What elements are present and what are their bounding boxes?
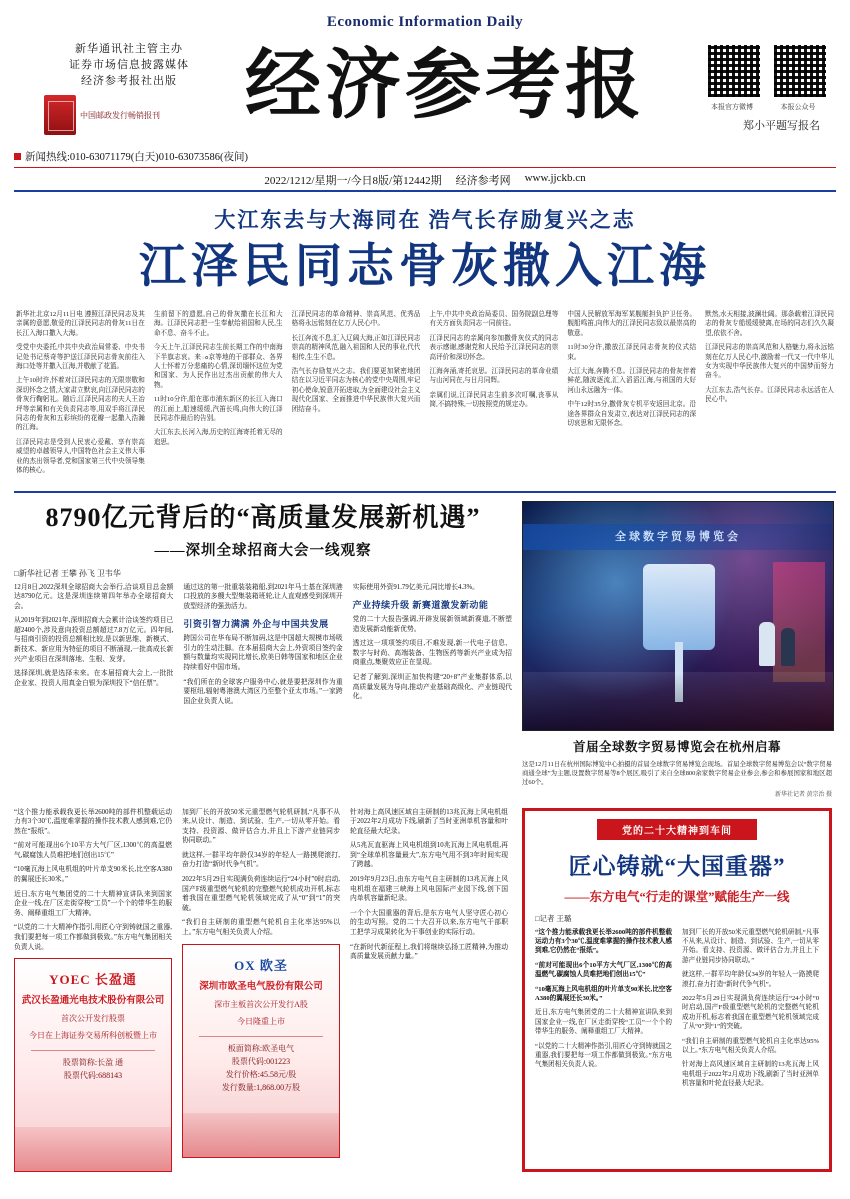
page-title: 经济参考报: [245, 44, 645, 128]
lead-paragraph: 江泽民同志的亲属向参加撒骨灰仪式的同志表示感谢,感谢党和人民给予江泽民同志的崇高评价和深切怀念。: [429, 334, 559, 361]
lead-column: [16, 310, 145, 481]
lead-paragraph: 亲属们说,江泽民同志生前多次叮嘱,丧事从简,不搞特殊,一切按照党的规定办。: [429, 391, 559, 409]
lead-column: [567, 310, 696, 481]
lead-paragraph: 江泽民同志的革命精神、崇高风范、优秀品格将永远铭刻在亿万人民心中。: [291, 311, 421, 328]
mid-paragraph: 跨国公司在华布局不断加码,这是中国超大规模市场吸引力的生动注脚。在本届招商大会上,外资项目签约金额与数量均实现同比增长,欧美日韩等国家和地区企业持续看好中国市场。: [183, 635, 343, 672]
photo-credit: 新华社记者 黄宗治 摄: [774, 791, 832, 798]
mid-column: [14, 583, 173, 712]
mid-paragraph: 实际使用外资91.79亿美元,同比增长4.3%。: [352, 583, 479, 591]
qr-caption: 本报公众号: [780, 103, 816, 111]
ad-line-1: 首次公开发行股票: [61, 1014, 125, 1024]
lead-paragraph: 上午,中共中央政治局委员、国务院副总理等有关方面负责同志一同前往。: [429, 311, 559, 328]
bottom-paragraph: 一个个大国重器的背后,是东方电气人坚守匠心初心的生动写照。党的二十大召开以来,东方电气干部职工把学习成果转化为干事创业的实际行动。: [350, 909, 508, 937]
lead-paragraph: 新华社北京12月11日电 遵照江泽民同志及其亲属的意愿,敬爱的江泽民同志的骨灰11日在长江入海口撒入大海。: [16, 311, 145, 337]
feature-paragraph: “这个推力能承载我更长举2600吨的部件机整载运动力有3个30℃,温度难掌握的操作技术教人感到难,它仍然在“报纸”。: [535, 928, 672, 955]
lead-paragraph: 江泽民同志的崇高风范和人格魅力,将永远铭刻在亿万人民心中,激励着一代又一代中华儿女为实现中华民族伟大复兴的中国梦而努力奋斗。: [705, 344, 834, 380]
photo-note: 这是12月11日在杭州国际博览中心拍摄的首届全球数字贸易博览会现场。首届全球数字贸易博览会以“数字贸易 商通全球”为主题,设置数字贸易等8个展区,吸引了来自全球800余家数字贸易企业参会,参会和参展国家和地区超过60个。: [522, 760, 832, 786]
bottom-paragraph: “在新时代新征程上,我们将继续弘扬工匠精神,为推动高质量发展贡献力量。”: [350, 943, 508, 961]
middle-section: [14, 493, 836, 798]
ad-line-2: 今日隆重上市: [237, 1016, 285, 1026]
mid-column: [353, 583, 512, 712]
mid-headline-block: [14, 501, 512, 560]
lead-paragraph: 长江奔流不息,汇入辽阔大海,正如江泽民同志崇高的精神风范,融入祖国和人民的事业,代代相传,生生不息。: [291, 334, 421, 361]
ad-stock-info: [31, 1050, 155, 1082]
bottom-paragraph: 就这样,一群平均年龄仅34岁的年轻人一路摸爬滚打,奋力打造“新时代争气机”。: [182, 851, 340, 869]
lead-paragraph: 今天上午,江泽民同志生前长期工作的中南海下半旗志哀。来ం京等地的干部群众、各界人士怀着万分悲痛的心情,深切缅怀这位为党和国家、为人民作出过杰出贡献的伟大人物。: [153, 344, 283, 389]
qr-code-icon: [772, 43, 828, 99]
lead-paragraph: 大江东去,长河入海,历史的江海寄托着无尽的追思。: [153, 429, 283, 446]
visitor-figure: [781, 628, 795, 666]
feature-paragraph: 就这样,一群平均年龄仅34岁的年轻人一路摸爬滚打,奋力打造“新时代争气机”。: [682, 971, 819, 988]
bottom-paragraph: 加到厂长的开放50米元重型燃气轮机研制,“凡事不从来,从设计、制造、到试验、生产,一切从零开始。看支持、投资源、做评估合力,并且上下游产业链同步协同联动。”: [182, 808, 340, 845]
ad-logo-label: OX 欧圣: [234, 957, 288, 973]
qr-wechat[interactable]: [772, 43, 824, 112]
feature-columns: [535, 928, 819, 1094]
site-url[interactable]: www.jjckb.cn: [524, 172, 586, 184]
expo-photo: [522, 501, 834, 731]
ad-issue-volume: 发行数量:1,868.00万股: [221, 1082, 301, 1092]
sponsor-line-2: 证券市场信息披露媒体: [69, 59, 189, 71]
lead-paragraph: 浩气长存励复兴之志。我们要更加紧密地团结在以习近平同志为核心的党中央周围,牢记初心使命,锐意开拓进取,为全面建设社会主义现代化国家、全面推进中华民族伟大复兴而团结奋斗。: [291, 368, 421, 413]
feature-column: [682, 928, 819, 1094]
site-name: 经济参考网: [455, 175, 511, 187]
lead-paragraph: 上午10时许,怀着对江泽民同志的无限崇敬和深切怀念之情,大家肃立默哀,向江泽民同志的骨灰行鞠躬礼。随后,江泽民同志的夫人王冶坪等亲属和有关负责同志等,用双手将江泽民同志的骨灰和五彩缤纷的花瓣一起撒入浩瀚的江海。: [16, 377, 145, 432]
ad-changyingtong[interactable]: [14, 958, 172, 1172]
bottom-column: [350, 808, 508, 1173]
ad-company: 武汉长盈通光电技术股份有限公司: [21, 996, 165, 1007]
hotline-row: [14, 149, 836, 168]
ad-logo-label: YOEC 长盈通: [49, 972, 137, 988]
lead-column: [705, 310, 834, 481]
mid-paragraph: “我们所在的全球客户服务中心,就是要把深圳作为重要枢纽,辐射粤港澳大湾区乃至整个亚太市场。”一家跨国企业负责人说。: [183, 678, 343, 705]
badge-label: 中国邮政发行畅销报刊: [80, 110, 160, 120]
qr-code-icon: [706, 43, 762, 99]
lead-headline: 江泽民同志骨灰撒入江海: [139, 241, 711, 293]
mid-subheadline: ——深圳全球招商大会一线观察: [154, 542, 372, 559]
lead-headline-block: [14, 192, 836, 302]
visitor-figure: [759, 622, 775, 666]
badge-emblem-icon: [44, 95, 76, 135]
bottom-paragraph: 近日,东方电气集团党的二十大精神宣讲队来到国家企业一线,在厂区走街穿梭“工员”一个个的带华生的服务、阐释重组工厂大精神。: [14, 890, 172, 917]
ad-footer: [15, 1127, 171, 1171]
ad-stock-name: 股票简称:长盈 通: [62, 1058, 124, 1068]
exhibit-pod-shape: [643, 564, 715, 650]
mid-column: [183, 583, 342, 712]
mid-paragraph: 通过这的第一批重装装箱船,到2021年马士基在深圳港口投放的多艘大型集装箱班轮,让人直观感受到深圳开放型经济的强劲活力。: [183, 583, 343, 610]
mid-paragraph: 从2019年到2021年,深圳招商大会累计洽谈签约项目已超2400个,涉及意向投资总额超过7.8万亿元。四年间,与招商引资的投资总额相比较,是以新思维、新模式、新技术、新应用为特征的项目不断涌现,一批高成长新兴产业项目在深圳落地、生根、发芽。: [14, 617, 174, 663]
bottom-paragraph: “以党的二十大精神作指引,用匠心守到铸就国之重器,我们要把每一项工作都做到极致。”东方电气集团相关负责人说。: [14, 924, 172, 951]
feature-column: [535, 928, 672, 1094]
bottom-paragraph: 针对海上高风速区域自主研制的13兆瓦海上风电机组于2022年2月成功下线,刷新了当时亚洲单机容量和叶轮直径最大纪录。: [350, 808, 508, 835]
qr-code-group: [706, 43, 824, 112]
lead-paragraph: 大江东去,浩气长存。江泽民同志永远活在人民心中。: [705, 386, 834, 404]
lead-paragraph: 中午12时35分,撒骨灰专机平安返回北京。沿途各界群众自发肃立,表达对江泽民同志的深切哀思和无限怀念。: [567, 401, 697, 428]
bottom-column: [182, 808, 340, 1173]
ad-ousheng[interactable]: [182, 944, 340, 1158]
bottom-section: [14, 808, 836, 1173]
mid-columns: [14, 583, 512, 712]
lead-paragraph: 大江大海,奔腾不息。江泽民同志的骨灰伴着鲜花,随波逐流,汇入滔滔江海,与祖国的大好河山永远融为一体。: [567, 368, 697, 394]
ad-stock-code: 股票代码:001223: [231, 1056, 291, 1066]
lead-paragraph: 江泽民同志是受到人民衷心爱戴、享有崇高威望的卓越领导人,中国特色社会主义伟大事业的杰出领导者,党和国家第三代中央领导集体的核心。: [16, 438, 145, 475]
bottom-paragraph: 2022年5月29日实现满负荷连续运行“24小时”0时启动,国产F级重型燃气轮机的完整燃气轮机成功开机,标志着我国在重型燃气轮机领域完成了从“0”到“1”的突破。: [182, 876, 340, 912]
mid-subhead: 引资引智力满满 外企与中国共发展: [183, 619, 329, 630]
lead-paragraph: 11时30分许,撒放江泽民同志骨灰的仪式结束。: [567, 344, 697, 361]
lead-subheadline: 大江东去与大海同在 浩气长存励复兴之志: [214, 208, 636, 232]
lead-paragraph: 江海奔涌,寄托哀思。江泽民同志的革命业绩与山河同在,与日月同辉。: [429, 368, 559, 385]
lead-paragraph: 默然,水天相接,波澜壮阔。那条载着江泽民同志的骨灰专船缓缓驶离,在场的同志们久久凝望,依依不舍。: [705, 311, 834, 337]
bottom-paragraph: 从5兆瓦直驱海上风电机组到10兆瓦海上风电机组,再到“全球单机容量最大”,东方电气用不到3年时间实现了跨越。: [350, 842, 508, 869]
feature-paragraph: 加到厂长的开放50米元重型燃气轮机研制,“凡事不从来,从设计、制造、到试验、生产,一切从零开始。看支持、投资源、做评估合力,并且上下游产业链同步协同联动。”: [682, 928, 819, 964]
feature-paragraph: “前对可能现出6个10平方大气厂区,1300℃的高温燃气,碳腐蚀人员难把地们创出15℃”: [535, 961, 672, 979]
lead-column: [292, 310, 421, 481]
mid-paragraph: 透过这一项项签约项目,不难发现,新一代电子信息、数字与时尚、高端装备、生物医药等新兴产业成为招商重点,集聚效应正在显现。: [352, 640, 512, 667]
lead-paragraph: 生前留下的遗愿,自己的骨灰撒在长江和大海。江泽民同志把一生奉献给祖国和人民,生命不息、奋斗不止。: [153, 311, 283, 337]
hotline-text: [14, 149, 248, 164]
lead-paragraph: 中国人民解放军海军某舰艇担负护卫任务。舰船鸣笛,向伟大的江泽民同志致以最崇高的敬意。: [567, 311, 697, 337]
ad-stock-info: [199, 1036, 323, 1094]
bottom-paragraph: 2019年9月23日,由东方电气自主研制的13兆瓦海上风电机组在福建三峡海上风电国际产业园下线,创下国内单机容量新纪录。: [350, 876, 508, 903]
english-masthead: Economic Information Daily: [326, 14, 524, 30]
feature-paragraph: 针对海上高风速区域自主研制的13兆瓦海上风电机组于2022年2月成功下线,刷新了当时亚洲单机容量和叶轮直径最大纪录。: [682, 1061, 819, 1088]
mid-headline: 8790亿元背后的“高质量发展新机遇”: [45, 502, 481, 532]
mid-paragraph: 党的二十大报告强调,开辟发展新领域新赛道,不断塑造发展新动能新优势。: [352, 616, 512, 633]
boxed-feature-article: [522, 808, 832, 1173]
bottom-paragraph: “我们自主研制的重型燃气轮机自主化率达95%以上。”东方电气相关负责人介绍。: [182, 919, 340, 937]
square-bullet-icon: [14, 153, 21, 160]
mid-subhead: 产业持续升级 新赛道激发新动能: [352, 600, 489, 611]
feature-article-left: [14, 501, 512, 798]
lead-paragraph: 受党中央委托,中共中央政治局常委、中央书记处书记蔡奇等护送江泽民同志骨灰前往入海口处等并撒入江海,并敬献了花篮。: [16, 344, 145, 371]
ad-stock-code: 股票代码:688143: [63, 1071, 123, 1081]
mid-paragraph: 选择深圳,就是选择未来。在本届招商大会上,一批批企业家、投资人用真金白银为深圳投下“信任票”。: [14, 670, 174, 687]
photo-block: [522, 501, 832, 798]
lead-column: [154, 310, 283, 481]
mid-paragraph: 12月8日,2022深圳全球招商大会举行,洽谈项目总金额达8790亿元。这是深圳连续第四年举办全球招商大会。: [14, 583, 174, 610]
photo-caption: 首届全球数字贸易博览会在杭州启幕: [572, 739, 781, 754]
feature-paragraph: 近日,东方电气集团党的二十大精神宣讲队来到国家企业一线,在厂区走街穿梭“工员”一个个的带华生的服务、阐释重组工厂大精神。: [535, 1009, 672, 1036]
feature-paragraph: “10毫瓦海上风电机组的叶片单支90米长,比空客A380的翼展还长30米。”: [535, 985, 672, 1002]
feature-paragraph: 2022年5月29日实现满负荷连续运行“24小时”0时启动,国产F级重型燃气轮机的完整燃气轮机成功开机,标志着我国在重型燃气轮机领域完成了从“0”到“1”的突破。: [682, 994, 819, 1031]
bottom-paragraph: “这个推力能承载我更长举2600吨的部件机整载运动力有3个30℃,温度难掌握的操作技术教人感到难,它仍然在“报纸”。: [14, 808, 172, 835]
lead-paragraph: 11时10分许,船在那市浦东新区的长江入海口的江面上,船速缓缓,汽笛长鸣,向伟大的江泽民同志作最后的告别。: [153, 396, 283, 423]
feature-tag-badge: 党的二十大精神到车间: [597, 819, 757, 840]
feature-byline: □记者 王璐: [535, 913, 572, 923]
feature-paragraph: “以党的二十大精神作指引,用匠心守到铸就国之重器,我们要把每一项工作都做到极致。”东方电气集团相关负责人说。: [535, 1042, 672, 1069]
feature-headline: 匠心铸就“大国重器”: [568, 853, 786, 879]
sponsor-line-1: 新华通讯社主管主办: [75, 43, 183, 55]
issue-info-row: [14, 168, 836, 192]
ad-issue-price: 发行价格:45.58元/股: [225, 1069, 297, 1079]
ad-stock-name: 板面简称:欧圣电气: [227, 1043, 295, 1053]
photo-banner-text: 全球数字贸易博览会: [523, 524, 833, 550]
ad-line-1: 深市主板首次公开发行A股: [214, 999, 308, 1009]
hotline-label: 新闻热线:010-63071179(白天)010-63073586(夜间): [25, 152, 249, 163]
ad-line-2: 今日在上海证券交易所科创板暨上市: [29, 1031, 157, 1041]
bottom-left: [14, 808, 512, 1173]
issue-date: 2022/1212/星期一/今日8版/第12442期: [264, 175, 442, 187]
mid-byline: □新华社记者 王攀 孙飞 卫韦华: [14, 568, 121, 578]
lead-column: [429, 310, 558, 481]
masthead-sponsor: [44, 41, 214, 135]
postal-badge: [44, 95, 214, 135]
qr-weibo[interactable]: [706, 43, 758, 112]
qr-caption: 本报官方微博: [711, 103, 753, 111]
bottom-paragraph: “10毫瓦海上风电机组的叶片单支90米长,比空客A380的翼展还长30米。”: [14, 866, 172, 884]
lead-body: [14, 302, 836, 493]
feature-paragraph: “我们自主研制的重型燃气轮机自主化率达95%以上。”东方电气相关负责人介绍。: [682, 1037, 819, 1054]
masthead-byline: 郑小平题写报名: [743, 120, 820, 132]
mid-paragraph: 记者了解到,深圳正加快构建“20+8”产业集群体系,以高质量发展为导向,推动产业基础高级化、产业链现代化。: [352, 674, 512, 701]
photo-floor: [523, 672, 833, 730]
feature-subheadline: ——东方电气“行走的课堂”赋能生产一线: [564, 889, 790, 904]
ad-company: 深圳市欧圣电气股份有限公司: [199, 981, 323, 992]
masthead: [14, 35, 836, 147]
bottom-column: [14, 808, 172, 1173]
ad-footer: [183, 1113, 339, 1157]
sponsor-line-3: 经济参考报社出版: [81, 75, 177, 87]
bottom-paragraph: “前对可能现出6个10平方大气厂区,1300℃的高温燃气,碳腐蚀人员难把地们创出15℃”: [14, 842, 172, 859]
